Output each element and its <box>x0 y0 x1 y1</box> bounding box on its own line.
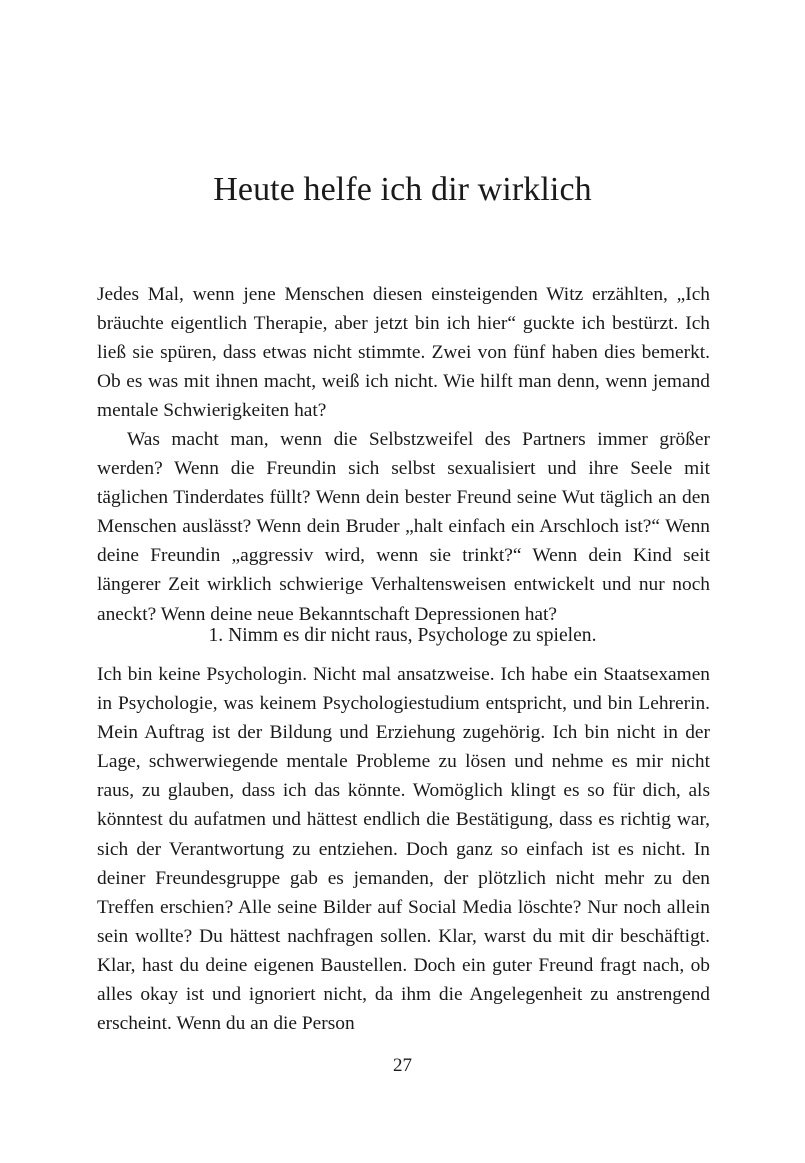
paragraph-intro: Jedes Mal, wenn jene Menschen diesen einsteigenden Witz erzählten, „Ich bräuchte eigentlich Therapie, aber jetzt bin ich hier“ guckte ich bestürzt. Ich ließ sie spüren, dass etwas nicht stimmte. Zwei von fünf haben dies bemerkt. Ob es was mit ihnen macht, weiß ich nicht. Wie hilft man denn, wenn jemand mentale Schwierigkeiten hat? <box>97 284 710 422</box>
paragraph-section-body: Ich bin keine Psychologin. Nicht mal ansatzweise. Ich habe ein Staatsexamen in Psychologie, was keinem Psychologiestudium entspricht, und bin Lehrerin. Mein Auftrag ist der Bildung und Erziehung zugehörig. Ich bin nicht in der Lage, schwerwiegende mentale Probleme zu lösen und nehme es mir nicht raus, zu glauben, dass ich das könnte. Womöglich klingt es so für dich, als könntest du aufatmen und hättest endlich die Bestätigung, dass es richtig war, sich der Verantwortung zu entziehen. Doch ganz so einfach ist es nicht. In deiner Freundesgruppe gab es jemanden, der plötzlich nicht mehr zu den Treffen erschien? Alle seine Bilder auf Social Media löschte? Nur noch allein sein wollte? Du hättest nachfragen sollen. Klar, warst du mit dir beschäftigt. Klar, hast du deine eigenen Baustellen. Doch ein guter Freund fragt nach, ob alles okay ist und ignoriert nicht, da ihm die Angelegenheit zu anstrengend erscheint. Wenn du an die Person <box>97 664 710 1035</box>
page-number: 27 <box>393 1055 412 1076</box>
paragraph-questions: Was macht man, wenn die Selbstzweifel des Partners immer größer werden? Wenn die Freundin sich selbst sexualisiert und ihre Seele mit täglichen Tinderdates füllt? Wenn dein bester Freund seine Wut täglich an den Menschen auslässt? Wenn dein Bruder „halt einfach ein Arschloch ist?“ Wenn deine Freundin „aggressiv wird, wenn sie trinkt?“ Wenn dein Kind seit längerer Zeit wirklich schwierige Verhaltensweisen entwickelt und nur noch aneckt? Wenn deine neue Bekanntschaft Depressionen hat? <box>97 429 710 625</box>
chapter-title: Heute helfe ich dir wirklich <box>213 171 592 208</box>
section-heading: 1. Nimm es dir nicht raus, Psychologe zu spielen. <box>208 625 597 646</box>
